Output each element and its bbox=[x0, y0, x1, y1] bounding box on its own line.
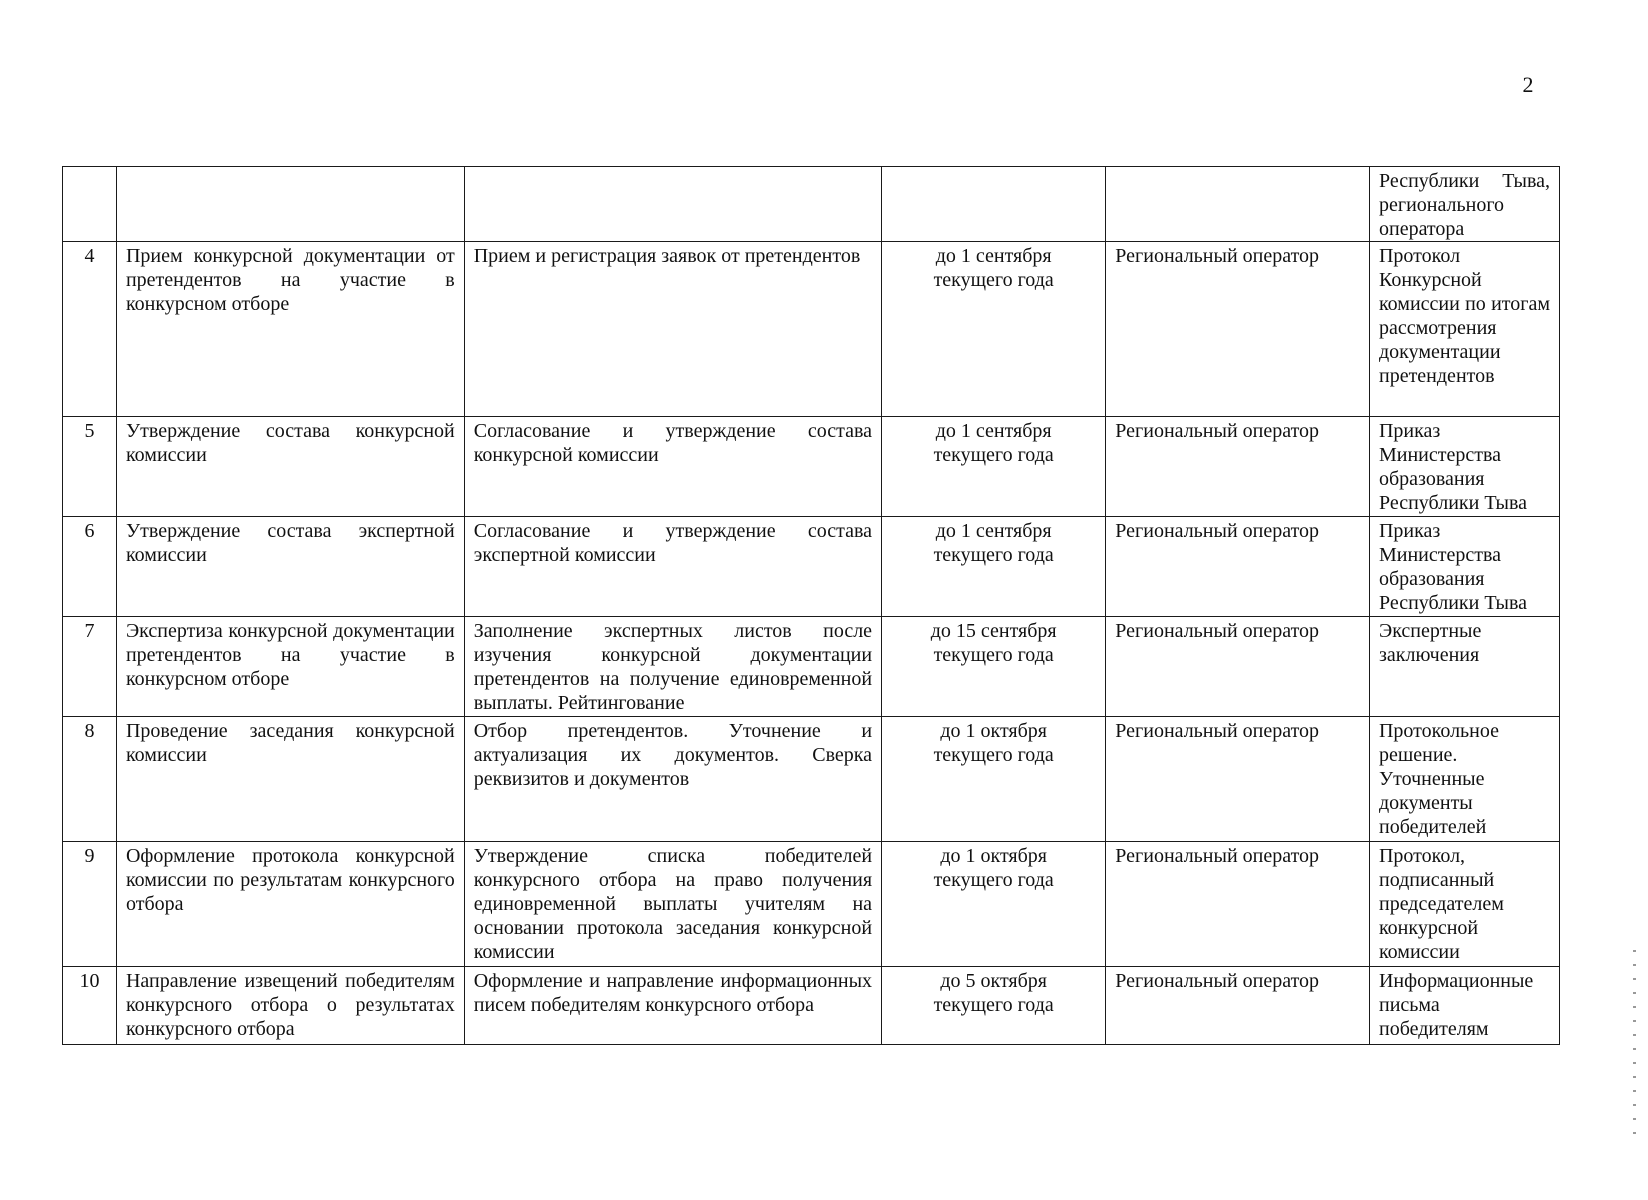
content-cell: Заполнение экспертных листов после изучения конкурсной документации претендентов на получение единовременной выплаты. Рейтингование bbox=[464, 617, 881, 717]
stage-cell: Оформление протокола конкурсной комиссии по результатам конкурсного отбора bbox=[116, 842, 464, 967]
table-row bbox=[63, 167, 1560, 242]
table-row bbox=[63, 617, 1560, 717]
deadline-cell bbox=[882, 842, 1106, 967]
deadline-date: до 1 сентября bbox=[935, 520, 1052, 542]
row-number: 6 bbox=[63, 517, 117, 617]
content-cell: Согласование и утверждение состава конкурсной комиссии bbox=[464, 417, 881, 517]
result-cell: Протокол, подписанный председателем конкурсной комиссии bbox=[1369, 842, 1559, 967]
content-cell: Согласование и утверждение состава экспертной комиссии bbox=[464, 517, 881, 617]
table-row bbox=[63, 717, 1560, 842]
table-row bbox=[63, 842, 1560, 967]
content-cell: Оформление и направление информационных писем победителям конкурсного отбора bbox=[464, 967, 881, 1045]
deadline-date: до 1 сентября bbox=[935, 245, 1052, 267]
deadline-cell bbox=[882, 167, 1106, 242]
result-cell: Экспертные заключения bbox=[1369, 617, 1559, 717]
content-cell: Утверждение списка победителей конкурсного отбора на право получения единовременной выплаты учителям на основании протокола заседания конкурсной комиссии bbox=[464, 842, 881, 967]
stage-cell: Экспертиза конкурсной документации претендентов на участие в конкурсном отборе bbox=[116, 617, 464, 717]
responsible-cell: Региональный оператор bbox=[1106, 517, 1370, 617]
deadline-cell bbox=[882, 717, 1106, 842]
table-row bbox=[63, 967, 1560, 1045]
schedule-table bbox=[62, 166, 1560, 1045]
deadline-date: до 1 октября bbox=[940, 720, 1048, 742]
stage-cell: Утверждение состава конкурсной комиссии bbox=[116, 417, 464, 517]
stage-cell: Направление извещений победителям конкурсного отбора о результатах конкурсного отбора bbox=[116, 967, 464, 1045]
table-row bbox=[63, 417, 1560, 517]
result-cell: Приказ Министерства образования Республики Тыва bbox=[1369, 517, 1559, 617]
result-cell: Протокол Конкурсной комиссии по итогам рассмотрения документации претендентов bbox=[1369, 242, 1559, 417]
row-number: 7 bbox=[63, 617, 117, 717]
deadline-year: текущего года bbox=[933, 994, 1054, 1016]
deadline-cell bbox=[882, 417, 1106, 517]
deadline-cell bbox=[882, 617, 1106, 717]
row-number bbox=[63, 167, 117, 242]
row-number: 9 bbox=[63, 842, 117, 967]
result-cell: Информационные письма победителям bbox=[1369, 967, 1559, 1045]
content-cell: Прием и регистрация заявок от претендентов bbox=[464, 242, 881, 417]
deadline-date: до 15 сентября bbox=[930, 620, 1057, 642]
content-cell: Отбор претендентов. Уточнение и актуализация их документов. Сверка реквизитов и документов bbox=[464, 717, 881, 842]
result-cell: Протокольное решение. Уточненные документы победителей bbox=[1369, 717, 1559, 842]
responsible-cell: Региональный оператор bbox=[1106, 717, 1370, 842]
table-row bbox=[63, 517, 1560, 617]
result-cell: Приказ Министерства образования Республики Тыва bbox=[1369, 417, 1559, 517]
stage-cell: Утверждение состава экспертной комиссии bbox=[116, 517, 464, 617]
deadline-date: до 1 октября bbox=[940, 845, 1048, 867]
stage-cell bbox=[116, 167, 464, 242]
deadline-cell bbox=[882, 967, 1106, 1045]
responsible-cell: Региональный оператор bbox=[1106, 967, 1370, 1045]
row-number: 10 bbox=[63, 967, 117, 1045]
deadline-cell bbox=[882, 242, 1106, 417]
stage-cell: Прием конкурсной документации от претендентов на участие в конкурсном отборе bbox=[116, 242, 464, 417]
responsible-cell: Региональный оператор bbox=[1106, 242, 1370, 417]
deadline-year: текущего года bbox=[933, 869, 1054, 891]
deadline-year: текущего года bbox=[933, 269, 1054, 291]
row-number: 4 bbox=[63, 242, 117, 417]
deadline-year: текущего года bbox=[933, 544, 1054, 566]
scan-edge-marks bbox=[1633, 950, 1636, 1140]
content-cell bbox=[464, 167, 881, 242]
responsible-cell: Региональный оператор bbox=[1106, 417, 1370, 517]
responsible-cell bbox=[1106, 167, 1370, 242]
result-cell: Республики Тыва, регионального оператора bbox=[1369, 167, 1559, 242]
deadline-date: до 1 сентября bbox=[935, 420, 1052, 442]
deadline-year: текущего года bbox=[933, 744, 1054, 766]
deadline-year: текущего года bbox=[933, 444, 1054, 466]
page-number: 2 bbox=[1522, 72, 1534, 97]
row-number: 8 bbox=[63, 717, 117, 842]
deadline-year: текущего года bbox=[933, 644, 1054, 666]
row-number: 5 bbox=[63, 417, 117, 517]
table-row bbox=[63, 242, 1560, 417]
stage-cell: Проведение заседания конкурсной комиссии bbox=[116, 717, 464, 842]
responsible-cell: Региональный оператор bbox=[1106, 617, 1370, 717]
deadline-date: до 5 октября bbox=[940, 970, 1048, 992]
responsible-cell: Региональный оператор bbox=[1106, 842, 1370, 967]
deadline-cell bbox=[882, 517, 1106, 617]
